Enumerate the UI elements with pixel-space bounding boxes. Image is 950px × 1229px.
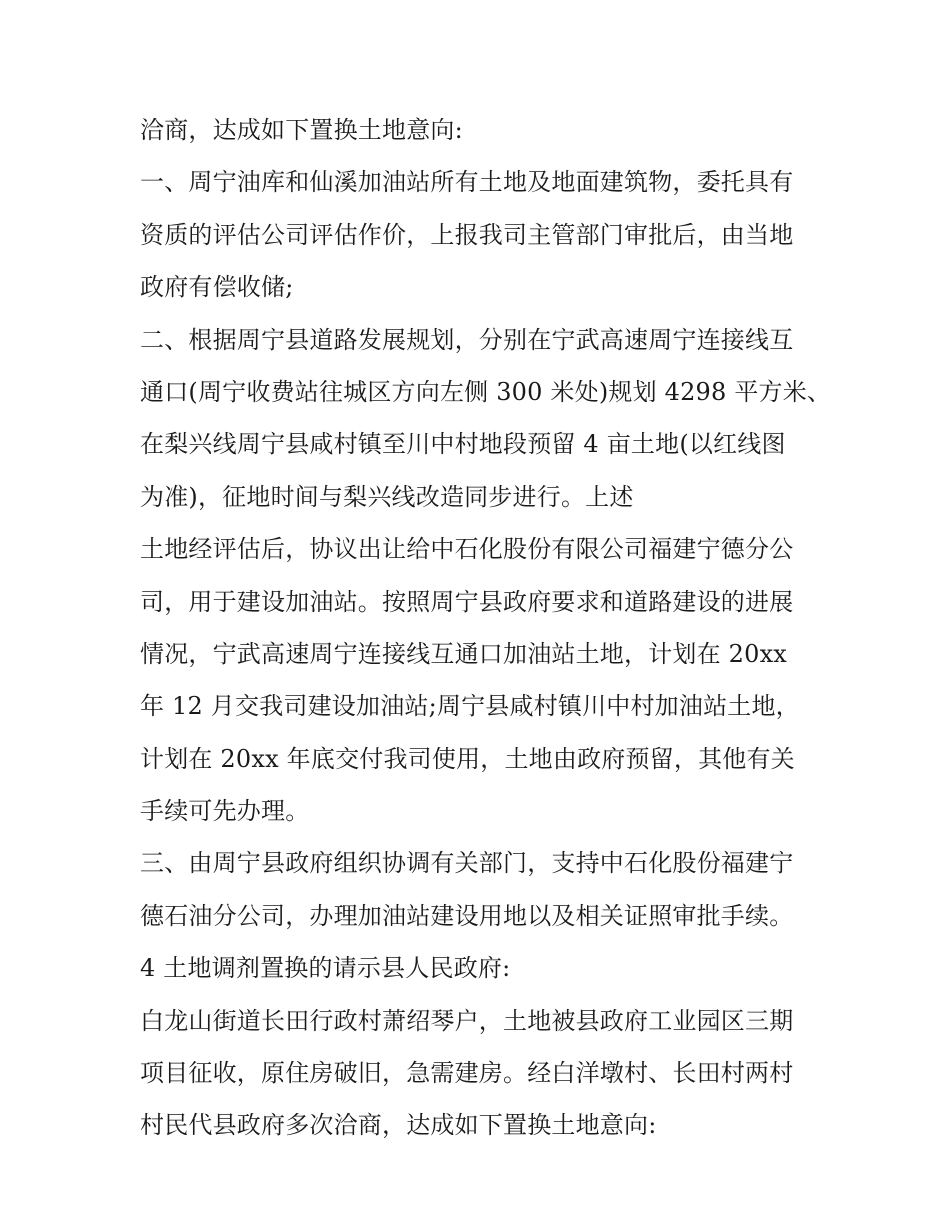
text-line: 二、根据周宁县道路发展规划，分别在宁武高速周宁连接线互 — [140, 325, 794, 354]
section-heading: 4 土地调剂置换的请示县人民政府: — [140, 954, 511, 983]
text-line: 村民代县政府多次洽商，达成如下置换土地意向: — [140, 1111, 657, 1140]
text-line: 年 12 月交我司建设加油站;周宁县咸村镇川中村加油站土地， — [140, 692, 800, 721]
text-line: 手续可先办理。 — [140, 797, 310, 826]
text-line: 情况，宁武高速周宁连接线互通口加油站土地，计划在 20xx — [140, 639, 788, 668]
text-line: 三、由周宁县政府组织协调有关部门，支持中石化股份福建宁 — [140, 849, 794, 878]
document-body — [140, 104, 830, 1152]
text-line: 洽商，达成如下置换土地意向: — [140, 116, 463, 144]
text-line: 土地经评估后，协议出让给中石化股份有限公司福建宁德分公 — [140, 535, 794, 564]
text-line: 资质的评估公司评估作价，上报我司主管部门审批后，由当地 — [140, 220, 794, 249]
text-line: 政府有偿收储; — [140, 273, 294, 302]
text-line: 通口(周宁收费站往城区方向左侧 300 米处)规划 4298 平方米、 — [140, 377, 832, 406]
text-line: 白龙山街道长田行政村萧绍琴户，土地被县政府工业园区三期 — [140, 1006, 794, 1035]
text-line: 德石油分公司，办理加油站建设用地以及相关证照审批手续。 — [140, 901, 794, 930]
text-line: 项目征收，原住房破旧，急需建房。经白洋墩村、长田村两村 — [140, 1059, 794, 1088]
text-line: 为准)，征地时间与梨兴线改造同步进行。上述 — [140, 482, 634, 511]
text-line: 在梨兴线周宁县咸村镇至川中村地段预留 4 亩土地(以红线图 — [140, 430, 786, 459]
text-line: 一、周宁油库和仙溪加油站所有土地及地面建筑物，委托具有 — [140, 168, 794, 197]
text-line: 司，用于建设加油站。按照周宁县政府要求和道路建设的进展 — [140, 587, 794, 616]
text-line: 计划在 20xx 年底交付我司使用，土地由政府预留，其他有关 — [140, 744, 795, 773]
